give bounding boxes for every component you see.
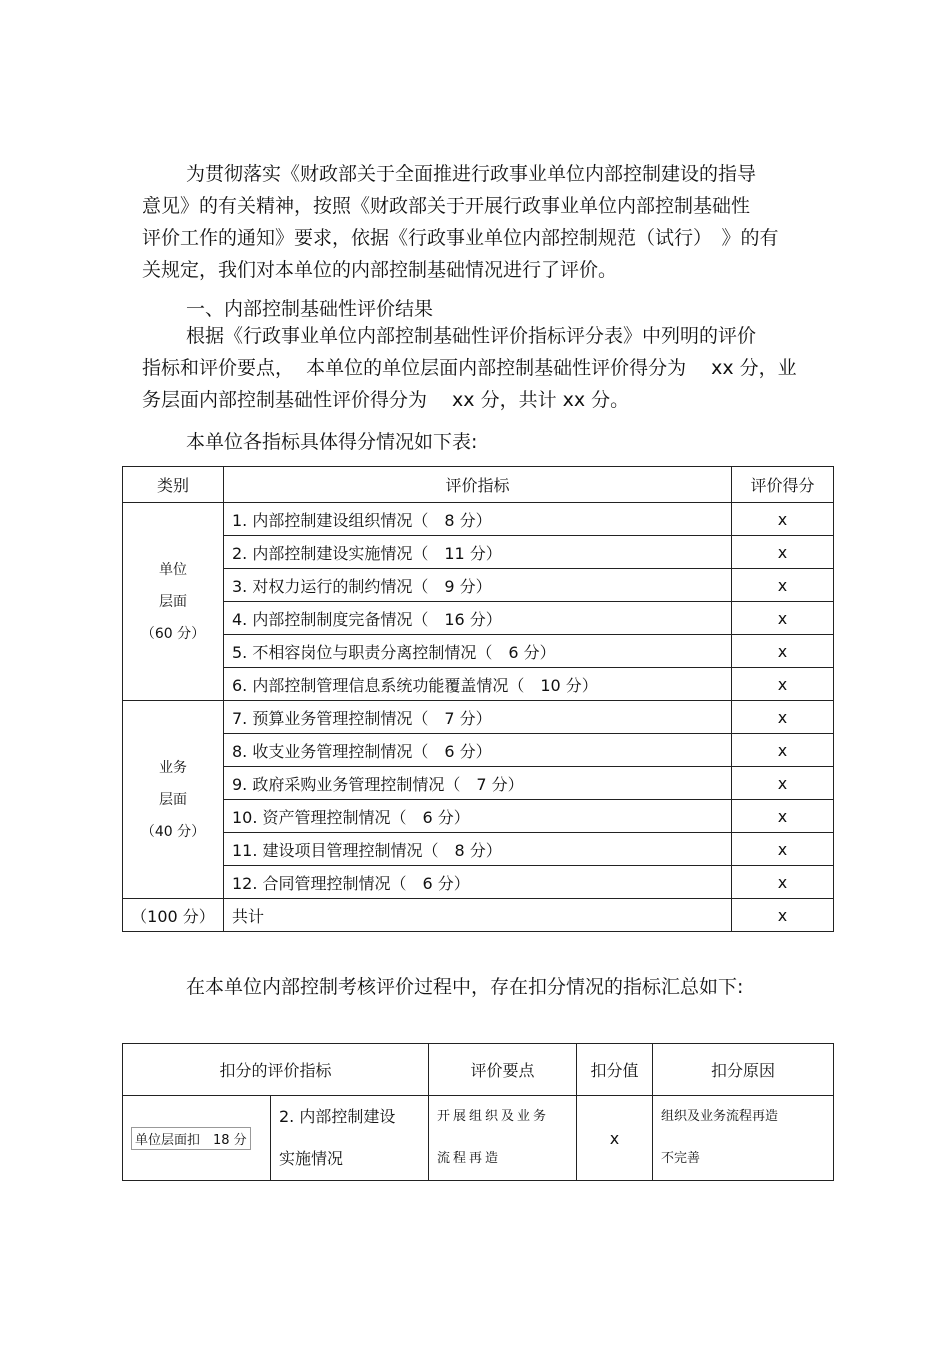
total-score-cell: x — [732, 899, 834, 932]
indicator-line: 实施情况 — [279, 1149, 344, 1168]
point-line: 流程再造 — [437, 1151, 502, 1166]
deduction-reason-cell — [653, 1096, 834, 1181]
result-line: 指标和评价要点， 本单位的单位层面内部控制基础性评价得分为 xx 分，业 — [142, 357, 797, 379]
score-cell: x — [732, 833, 834, 866]
deduction-unit-cell — [123, 1096, 271, 1181]
score-cell: x — [732, 635, 834, 668]
score-cell: x — [732, 503, 834, 536]
table-row — [123, 866, 834, 899]
indicator-cell: 4. 内部控制制度完备情况（ 16 分） — [224, 602, 732, 635]
section-heading: 一、内部控制基础性评价结果 — [186, 298, 434, 320]
category-label: 业务 — [159, 759, 187, 776]
column-header: 类别 — [123, 467, 224, 503]
deduction-table — [122, 1043, 834, 1181]
category-label: 单位 — [159, 561, 187, 578]
score-cell: x — [732, 866, 834, 899]
score-cell: x — [732, 536, 834, 569]
indicator-cell: 5. 不相容岗位与职责分离控制情况（ 6 分） — [224, 635, 732, 668]
evaluation-point-cell — [429, 1096, 577, 1181]
table-header-row — [123, 1044, 834, 1096]
table-row — [123, 734, 834, 767]
indicator-cell: 10. 资产管理控制情况（ 6 分） — [224, 800, 732, 833]
table-row — [123, 767, 834, 800]
intro-line: 意见》的有关精神，按照《财政部关于开展行政事业单位内部控制基础性 — [142, 195, 751, 217]
column-header: 评价得分 — [732, 467, 834, 503]
reason-line: 不完善 — [661, 1151, 701, 1166]
table-row — [123, 569, 834, 602]
category-label: 层面 — [159, 593, 187, 610]
table-row — [123, 602, 834, 635]
indicator-cell: 2. 内部控制建设实施情况（ 11 分） — [224, 536, 732, 569]
table-row — [123, 800, 834, 833]
table-row — [123, 701, 834, 734]
score-cell: x — [732, 701, 834, 734]
column-header: 评价要点 — [429, 1044, 577, 1096]
score-cell: x — [732, 767, 834, 800]
table-row — [123, 635, 834, 668]
intro-line: 关规定，我们对本单位的内部控制基础情况进行了评价。 — [142, 259, 618, 281]
table-row — [123, 833, 834, 866]
score-cell: x — [732, 668, 834, 701]
reason-line: 组织及业务流程再造 — [661, 1109, 779, 1124]
score-cell: x — [732, 602, 834, 635]
result-paragraph — [142, 320, 862, 416]
total-label-cell: 共计 — [224, 899, 732, 932]
table-row — [123, 503, 834, 536]
indicator-cell: 1. 内部控制建设组织情况（ 8 分） — [224, 503, 732, 536]
indicator-cell: 6. 内部控制管理信息系统功能覆盖情况（ 10 分） — [224, 668, 732, 701]
table-header-row — [123, 467, 834, 503]
category-points: （40 分） — [140, 823, 206, 840]
indicator-cell: 3. 对权力运行的制约情况（ 9 分） — [224, 569, 732, 602]
column-header: 扣分的评价指标 — [123, 1044, 429, 1096]
column-header: 评价指标 — [224, 467, 732, 503]
point-line: 开展组织及业务 — [437, 1109, 550, 1124]
table-row — [123, 536, 834, 569]
intro-paragraph — [142, 158, 862, 286]
result-line: 根据《行政事业单位内部控制基础性评价指标评分表》中列明的评价 — [186, 325, 757, 347]
total-row — [123, 899, 834, 932]
score-table — [122, 466, 834, 932]
result-line: 务层面内部控制基础性评价得分为 xx 分，共计 xx 分。 — [142, 389, 630, 411]
category-cell — [123, 701, 224, 899]
total-category-cell: （100 分） — [123, 899, 224, 932]
table-row — [123, 668, 834, 701]
deduction-value-cell: x — [577, 1096, 653, 1181]
category-cell — [123, 503, 224, 701]
score-cell: x — [732, 800, 834, 833]
score-cell: x — [732, 734, 834, 767]
deduction-indicator-cell — [271, 1096, 429, 1181]
column-header: 扣分值 — [577, 1044, 653, 1096]
column-header: 扣分原因 — [653, 1044, 834, 1096]
category-points: （60 分） — [140, 625, 206, 642]
deduction-unit-label: 单位层面扣 18 分 — [131, 1127, 251, 1150]
score-cell: x — [732, 569, 834, 602]
table2-caption: 在本单位内部控制考核评价过程中，存在扣分情况的指标汇总如下: — [186, 976, 744, 998]
indicator-cell: 7. 预算业务管理控制情况（ 7 分） — [224, 701, 732, 734]
category-label: 层面 — [159, 791, 187, 808]
intro-line: 评价工作的通知》要求，依据《行政事业单位内部控制规范（试行） 》的有 — [142, 227, 779, 249]
indicator-cell: 9. 政府采购业务管理控制情况（ 7 分） — [224, 767, 732, 800]
indicator-cell: 8. 收支业务管理控制情况（ 6 分） — [224, 734, 732, 767]
table1-caption: 本单位各指标具体得分情况如下表: — [186, 431, 478, 453]
intro-line: 为贯彻落实《财政部关于全面推进行政事业单位内部控制建设的指导 — [186, 163, 757, 185]
indicator-cell: 11. 建设项目管理控制情况（ 8 分） — [224, 833, 732, 866]
indicator-cell: 12. 合同管理控制情况（ 6 分） — [224, 866, 732, 899]
table-row — [123, 1096, 834, 1181]
indicator-line: 2. 内部控制建设 — [279, 1107, 396, 1126]
